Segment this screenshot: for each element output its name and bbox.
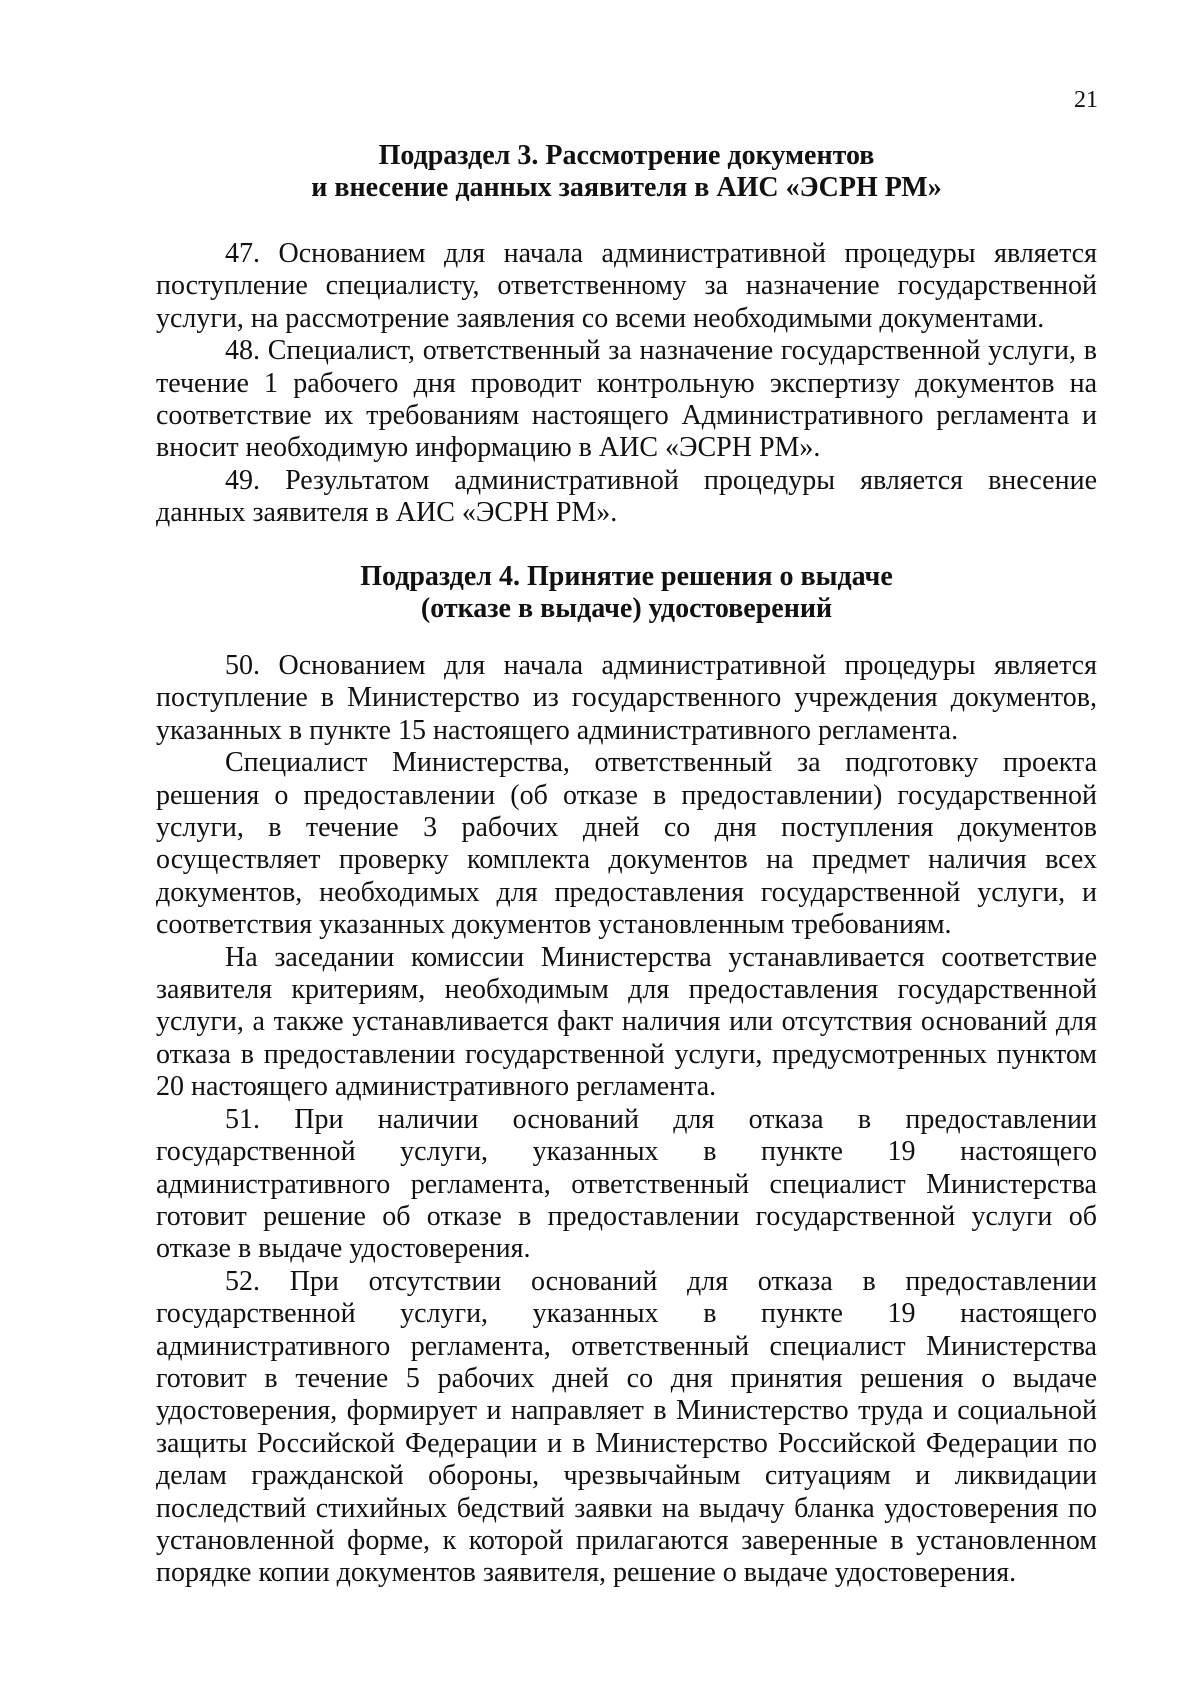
- paragraph-49: 49. Результатом административной процедуры является внесение данных заявителя в АИС «ЭСРН РМ».: [156, 464, 1097, 529]
- paragraph-48: 48. Специалист, ответственный за назначение государственной услуги, в течение 1 рабочего дня проводит контрольную экспертизу документов на соответствие их требованиям настоящего Административного регламента и вносит необходимую информацию в АИС «ЭСРН РМ».: [156, 335, 1097, 464]
- section-3-heading: [156, 140, 1097, 205]
- paragraph-52: 52. При отсутствии оснований для отказа в предоставлении государственной услуги, указанных в пункте 19 настоящего административного регламента, ответственный специалист Министерства готовит в течение 5 рабочих дней со дня принятия решения о выдаче удостоверения, формирует и направляет в Министерство труда и социальной защиты Российской Федерации и в Министерство Российской Федерации по делам гражданской обороны, чрезвычайным ситуациям и ликвидации последствий стихийных бедствий заявки на выдачу бланка удостоверения по установленной форме, к которой прилагаются заверенные в установленном порядке копии документов заявителя, решение о выдаче удостоверения.: [156, 1265, 1097, 1589]
- heading-line: (отказе в выдаче) удостоверений: [420, 593, 833, 625]
- paragraph-47: 47. Основанием для начала административной процедуры является поступление специалисту, ответственному за назначение государственной услуги, на рассмотрение заявления со всеми необходимыми документами.: [156, 238, 1097, 334]
- paragraph-50: 50. Основанием для начала административной процедуры является поступление в Министерство из государственного учреждения документов, указанных в пункте 15 настоящего административного регламента.: [156, 650, 1097, 746]
- heading-line: Подраздел 4. Принятие решения о выдаче: [360, 561, 893, 592]
- section-3-body: [156, 238, 1097, 530]
- section-4-body: [156, 650, 1097, 1590]
- paragraph-specialist: Специалист Министерства, ответственный за подготовку проекта решения о предоставлении (об отказе в предоставлении) государственной услуги, в течение 3 рабочих дней со дня поступления документов осуществляет проверку комплекта документов на предмет наличия всех документов, необходимых для предоставления государственной услуги, и соответствия указанных документов установленным требованиям.: [156, 747, 1097, 941]
- paragraph-51: 51. При наличии оснований для отказа в предоставлении государственной услуги, указанных в пункте 19 настоящего административного регламента, ответственный специалист Министерства готовит решение об отказе в предоставлении государственной услуги об отказе в выдаче удостоверения.: [156, 1103, 1097, 1265]
- paragraph-commission: На заседании комиссии Министерства устанавливается соответствие заявителя критериям, необходимым для предоставления государственной услуги, а также устанавливается факт наличия или отсутствия оснований для отказа в предоставлении государственной услуги, предусмотренных пунктом 20 настоящего административного регламента.: [156, 941, 1097, 1103]
- section-4-heading: [156, 561, 1097, 626]
- heading-line: Подраздел 3. Рассмотрение документов: [378, 140, 875, 171]
- page-number: 21: [1074, 87, 1098, 113]
- heading-line: и внесение данных заявителя в АИС «ЭСРН РМ»: [311, 172, 942, 204]
